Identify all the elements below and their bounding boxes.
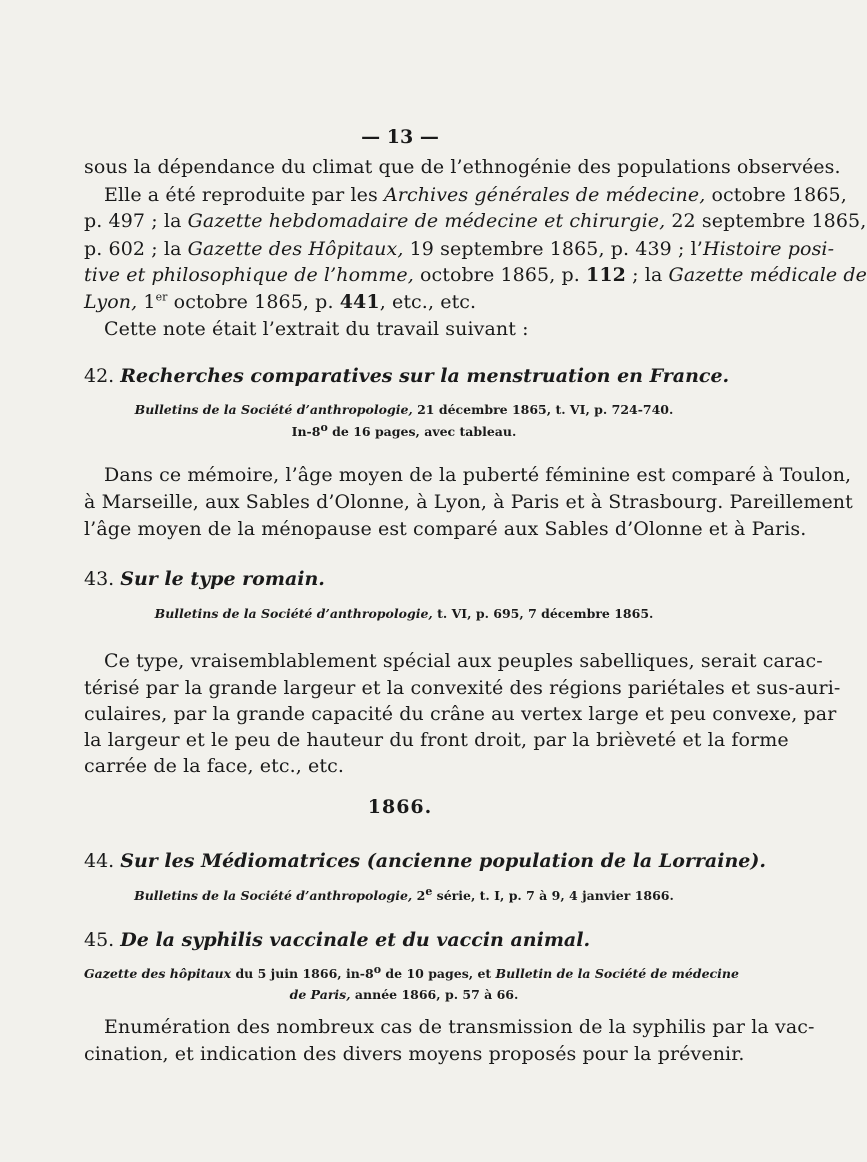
text-span: de 16 pages, avec tableau. xyxy=(327,424,517,439)
journal-title: Lyon, xyxy=(84,291,138,313)
text-span: année 1866, p. 57 à 66. xyxy=(350,987,519,1002)
text-span: octobre 1865, p. xyxy=(413,264,587,286)
paragraph-line: l’âge moyen de la ménopause est comparé aux Sables d’Olonne et à Paris. xyxy=(84,518,807,540)
entry-title: Sur le type romain. xyxy=(120,568,325,590)
entry-heading xyxy=(84,363,729,389)
journal-title: Bulletin de la Société de médecine xyxy=(495,966,739,981)
entry-number: 42. xyxy=(84,365,115,387)
paragraph-line xyxy=(84,208,867,234)
paragraph-line: Enumération des nombreux cas de transmission de la syphilis par la vac- xyxy=(104,1016,815,1038)
journal-title: Bulletins de la Société d’anthropologie, xyxy=(134,888,413,903)
page-ref: 112 xyxy=(586,264,627,286)
text-span: Elle a été reproduite par les xyxy=(104,184,384,206)
journal-title: Bulletins de la Société d’anthropologie, xyxy=(154,606,433,621)
text-span: de 10 pages, et xyxy=(381,966,496,981)
journal-title: Bulletins de la Société d’anthropologie, xyxy=(134,402,413,417)
text-span: 2 xyxy=(412,888,426,903)
text-span: , etc., etc. xyxy=(379,291,477,313)
entry-heading xyxy=(84,848,766,874)
page-number: — 13 — xyxy=(361,126,439,148)
paragraph-line: à Marseille, aux Sables d’Olonne, à Lyon, à Paris et à Strasbourg. Pareillement xyxy=(84,491,853,513)
text-span: 21 décembre 1865, t. VI, p. 724-740. xyxy=(412,402,674,417)
entry-reference xyxy=(84,962,739,983)
text-span: t. VI, p. 695, 7 décembre 1865. xyxy=(432,606,654,621)
paragraph-line: carrée de la face, etc., etc. xyxy=(84,755,344,777)
entry-reference xyxy=(84,420,724,441)
entry-number: 43. xyxy=(84,568,115,590)
entry-reference xyxy=(84,401,724,419)
paragraph-line: Dans ce mémoire, l’âge moyen de la puberté féminine est comparé à Toulon, xyxy=(104,464,852,486)
paragraph-line: térisé par la grande largeur et la convexité des régions pariétales et sus-auri- xyxy=(84,677,841,699)
superscript: er xyxy=(155,290,168,304)
paragraph-line xyxy=(84,289,724,315)
entry-title: Recherches comparatives sur la menstruation en France. xyxy=(120,365,730,387)
paragraph-line: cination, et indication des divers moyens proposés pour la prévenir. xyxy=(84,1043,745,1065)
text-span: 22 septembre 1865, xyxy=(665,210,867,232)
paragraph-line xyxy=(84,236,835,262)
entry-number: 45. xyxy=(84,929,115,951)
entry-heading xyxy=(84,566,325,592)
year-heading: 1866. xyxy=(367,796,433,818)
entry-heading xyxy=(84,927,590,953)
text-span: p. 497 ; la xyxy=(84,210,188,232)
superscript: e xyxy=(425,884,433,898)
superscript: o xyxy=(320,420,328,434)
page-ref: 441 xyxy=(339,291,380,313)
paragraph-line: culaires, par la grande capacité du crâne au vertex large et peu convexe, par xyxy=(84,703,837,725)
paragraph-line: la largeur et le peu de hauteur du front droit, par la brièveté et la forme xyxy=(84,729,789,751)
text-span: In-8 xyxy=(291,424,321,439)
paragraph-line: sous la dépendance du climat que de l’ethnogénie des populations observées. xyxy=(84,156,841,178)
journal-title: de Paris, xyxy=(289,987,351,1002)
text-span: 19 septembre 1865, p. 439 ; l’ xyxy=(403,238,703,260)
journal-title: Gazette médicale de xyxy=(668,264,867,286)
entry-title: De la syphilis vaccinale et du vaccin animal. xyxy=(120,929,591,951)
entry-reference xyxy=(84,605,724,623)
text-span: ; la xyxy=(626,264,669,286)
journal-title: Gazette des Hôpitaux, xyxy=(187,238,404,260)
paragraph-line: Ce type, vraisemblablement spécial aux peuples sabelliques, serait carac- xyxy=(104,650,823,672)
text-span: 1 xyxy=(137,291,156,313)
text-span: série, t. I, p. 7 à 9, 4 janvier 1866. xyxy=(432,888,674,903)
entry-number: 44. xyxy=(84,850,115,872)
superscript: o xyxy=(373,962,382,976)
text-span: octobre 1865, xyxy=(705,184,847,206)
paragraph-line xyxy=(84,262,867,288)
journal-title: Gazette hebdomadaire de médecine et chirurgie, xyxy=(187,210,666,232)
journal-title: Archives générales de médecine, xyxy=(383,184,706,206)
journal-title: Gazette des hôpitaux xyxy=(84,966,232,981)
entry-reference xyxy=(84,884,724,905)
entry-title: Sur les Médiomatrices (ancienne population de la Lorraine). xyxy=(120,850,766,872)
journal-title: tive et philosophique de l’homme, xyxy=(84,264,414,286)
paragraph-line xyxy=(84,182,847,208)
text-span: du 5 juin 1866, in-8 xyxy=(231,966,374,981)
text-span: octobre 1865, p. xyxy=(167,291,340,313)
journal-title: Histoire posi- xyxy=(702,238,835,260)
text-span: p. 602 ; la xyxy=(84,238,188,260)
entry-reference xyxy=(84,986,724,1004)
paragraph-line: Cette note était l’extrait du travail suivant : xyxy=(104,318,529,340)
